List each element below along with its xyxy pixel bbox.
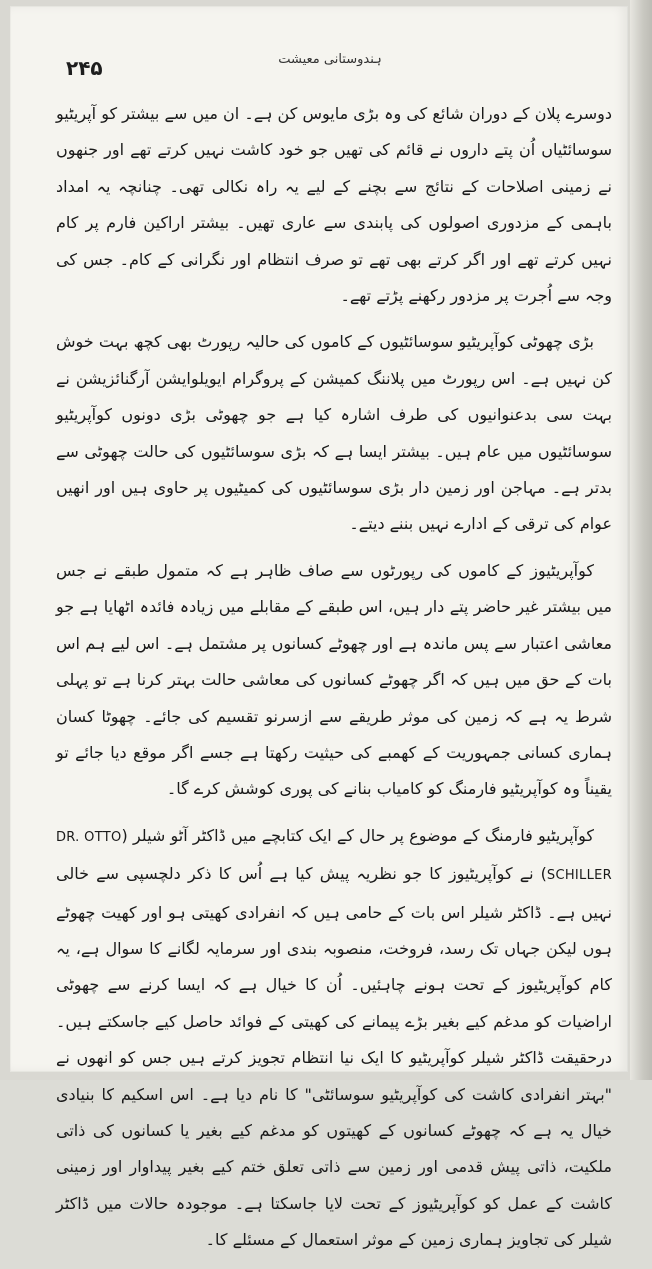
paragraph-4-text-b: ) نے کوآپریٹیوز کا جو نظریہ پیش کیا ہے اُس کا ذکر دلچسپی سے خالی نہیں ہے۔ ڈاکٹر شیلر اس بات کے حامی ہیں کہ انفرادی کھیتی ہو اور کھیت چھوٹے ہوں لیکن جہاں تک رسد، فروخت، منصوبہ بندی اور سرمایہ لگانے کا سوال ہے، یہ کام کوآپریٹیوز کے تحت ہونے چاہئیں۔ اُن کا خیال ہے کہ ایسا کرنے سے چھوٹی اراضیات کو مدغم کیے بغیر بڑے پیمانے کی کھیتی کے فوائد حاصل کیے جاسکتے ہیں۔ درحقیقت ڈاکٹر شیلر کوآپریٹیو کا ایک نیا انتظام تجویز کرتے ہیں جس کو انھوں نے "بہتر انفرادی کاشت کی کوآپریٹیو سوسائٹی" کا نام دیا ہے۔ اس اسکیم کا بنیادی خیال یہ ہے کہ چھوٹے کسانوں کے کھیتوں کو مدغم کیے بغیر یا کسانوں کی ذاتی ملکیت، ذاتی پیش قدمی اور زمین سے ذاتی تعلق ختم کیے بغیر پیداوار اور زمینی کاشت کے عمل کو کوآپریٹیوز کے تحت لایا جاسکتا ہے۔ موجودہ حالات میں ڈاکٹر شیلر کی تجاویز ہماری زمین کے موثر استعمال کے مسئلے کا۔ — [56, 864, 612, 1250]
paragraph-3: کوآپریٹیوز کے کاموں کی رپورٹوں سے صاف ظاہر ہے کہ متمول طبقے نے جس میں بیشتر غیر حاضر پتے دار ہیں، اس طبقے کے مقابلے میں زیادہ فائدہ اٹھایا ہے جو معاشی اعتبار سے پس ماندہ ہے اور چھوٹے کسانوں پر مشتمل ہے۔ اس لیے ہم اس بات کے حق میں ہیں کہ اگر چھوٹے کسانوں کی معاشی حالت بہتر کرنا ہے تو پہلی شرط یہ ہے کہ زمین کی موثر طریقے سے ازسرنو تقسیم کی جائے۔ چھوٹا کسان ہماری کسانی جمہوریت کے کھمبے کی حیثیت رکھتا ہے جسے اگر موقع دیا جائے تو یقیناً وہ کوآپریٹیو فارمنگ کو کامیاب بنانے کی پوری کوشش کرے گا۔ — [56, 560, 612, 799]
paragraph-4 — [56, 818, 612, 1259]
page-gutter-shadow — [630, 0, 652, 1080]
body-text — [56, 96, 612, 1269]
page-number: ۲۴۵ — [66, 56, 103, 80]
running-head: ہندوستانی معیشت — [278, 52, 382, 67]
paragraph-4-text-a: کوآپریٹیو فارمنگ کے موضوع پر حال کے ایک کتابچے میں ڈاکٹر آٹو شیلر ( — [121, 825, 594, 845]
paragraph-1: دوسرے پلان کے دوران شائع کی وہ بڑی مایوس کن ہے۔ ان میں سے بیشتر کو آپریٹیو سوسائٹیاں اُن پتے داروں نے قائم کی تھیں جو خود کاشت نہیں کرتے تھے اور جنھوں نے زمینی اصلاحات کے نتائج سے بچنے کے لیے یہ راہ نکالی تھی۔ چنانچہ یہ امداد باہمی کے مزدوری اصولوں کی پابندی سے عاری تھیں۔ بیشتر اراکین فارم پر کام نہیں کرتے تھے اور اگر کرتے بھی تھے تو صرف انتظام اور نگرانی کے کام۔ جس کی وجہ سے اُجرت پر مزدور رکھنے پڑتے تھے۔ — [56, 104, 612, 306]
paragraph-2: بڑی چھوٹی کوآپریٹیو سوسائٹیوں کے کاموں کی حالیہ رپورٹ بھی کچھ بہت خوش کن نہیں ہے۔ اس رپورٹ میں پلاننگ کمیشن کے پروگرام ایویلوایشن آرگنائزیشن نے بہت سی بدعنوانیوں کی طرف اشارہ کیا ہے جو چھوٹی بڑی دونوں کوآپریٹیو سوسائٹیوں میں عام ہیں۔ بیشتر ایسا ہے کہ بڑی سوسائٹیوں کی حالت چھوٹی سے بدتر ہے۔ مہاجن اور زمین دار بڑی سوسائٹیوں کی کمیٹیوں پر حاوی ہیں اور انھیں عوام کی ترقی کے ادارے نہیں بننے دیتے۔ — [56, 332, 612, 534]
author-name-latin: DR. OTTO SCHILLER — [56, 829, 612, 884]
